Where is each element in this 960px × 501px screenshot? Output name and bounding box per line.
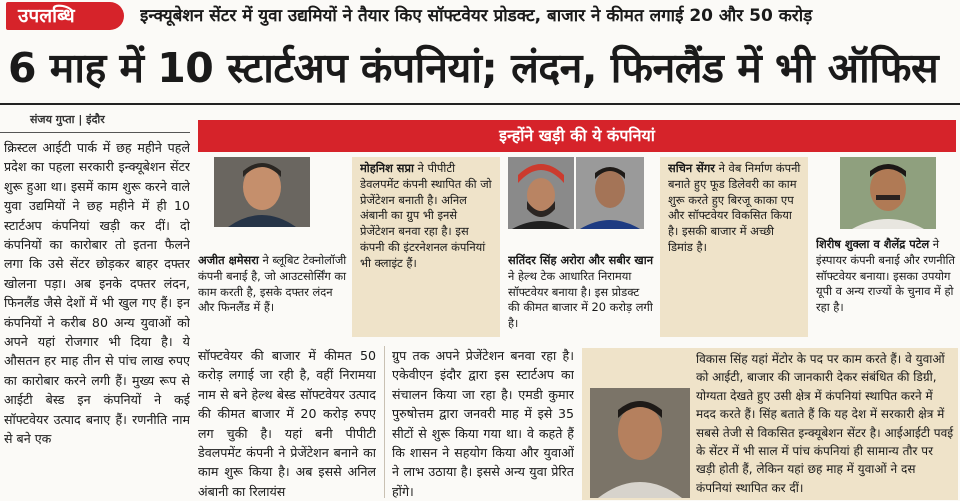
portrait-photo [576,157,644,229]
founder-name: शिरीष शुक्ला व शैलेंद्र पटेल [816,237,930,251]
companies-box-title: इन्होंने खड़ी की ये कंपनियां [198,120,956,152]
portrait-photo-svg [508,157,574,229]
column-divider [384,346,385,498]
portrait-photo-svg [576,157,644,229]
article-column-2: सॉफ्टवेयर की बाजार में कीमत 50 करोड़ लगाई जा रही है, वहीं निरामया नाम से बने हेल्थ बेस्ड सॉफ्टवेयर उत्पाद की कीमत बाजार में 20 करोड़ रुपए लग चुकी है। यहां बनी पीपीटी डेवलपमेंट कंपनी ने प्रेजेंटेशन बनाने का काम शुरू किया है। अब इससे अनिल अंबानी का रिलायंस [198,348,376,499]
company-card-4 [660,157,808,337]
company-description: ने इंस्पायर कंपनी बनाई और रणनीति सॉफ्टवेयर बनाया। इसका उपयोग यूपी व अन्य राज्यों के चुनाव में हो रहा है। [816,237,955,315]
kicker-text: इन्क्यूबेशन सेंटर में युवा उद्यमियों ने तैयार किए सॉफ्टवेयर प्रोडक्ट, बाजार ने कीमत लगाई 20 और 50 करोड़ [140,6,813,26]
headline: 6 माह में 10 स्टार्टअप कंपनियां; लंदन, फिनलैंड में भी ऑफिस [8,44,939,92]
mentor-box [582,348,958,500]
photo-float-spacer [592,388,696,496]
founder-name: मोहनिश सप्रा [360,161,414,175]
company-description: ने वेब निर्माण कंपनी बनाते हुए फूड डिलेवरी का काम शुरू करते हुए बिरजू काका एप और सॉफ्टवेयर विकसित किया है। इसकी बाजार में अच्छी डिमांड है। [668,161,801,254]
portrait-photo-svg [840,157,936,229]
article-column-3: ग्रुप तक अपने प्रेजेंटेशन बनवा रहा है। एकेवीएन इंदौर द्वारा इस स्टार्टअप का संचालन किया जा रहा है। एमडी कुमार पुरुषोत्तम द्वारा जनवरी माह में इसे 35 सीटों से शुरू किया गया था। वे कहते हैं कि शासन ने सहयोग किया और युवाओं ने लाभ उठाया है। इससे अन्य युवा प्रेरित होंगे। [392,348,574,499]
company-caption [816,237,958,337]
portrait-photo-svg [214,157,310,227]
byline-rule [0,132,190,133]
portrait-photo [840,157,936,229]
byline: संजय गुप्ता | इंदौर [30,113,105,126]
company-description: ने हेल्थ टेक आधारित निरामया सॉफ्टवेयर बनाया है। इस प्रोडक्ट की कीमत बाजार में 20 करोड़ लगी है। [508,268,653,331]
mentor-quote [592,350,954,498]
company-caption [198,253,348,337]
headline-rule [0,103,960,105]
founder-name: अजीत क्षमेसरा [198,253,259,267]
company-card-5 [814,157,958,337]
company-caption [360,161,494,335]
company-description: ने पीपीटी डेवलपमेंट कंपनी स्थापित की जो प्रेजेंटेशन बनाती है। अनिल अंबानी का ग्रुप भी इनसे प्रेजेंटेशन बनवा रहा है। इस कंपनी की इंटरनेशनल कंपनियां भी क्लाइंट हैं। [360,161,492,270]
mentor-quote-text: विकास सिंह यहां मेंटोर के पद पर काम करते हैं। वे युवाओं को आईटी, बाजार की जानकारी देकर संबंधित की डिग्री, योग्यता देखते हुए उसी क्षेत्र में कंपनियां स्थापित करने में मदद करते हैं। सिंह बताते हैं कि यह देश में सरकारी क्षेत्र में सबसे तेजी से विकसित इन्क्यूबेशन सेंटर है। आईआईटी पवई के सेंटर में भी साल में पांच कंपनियां ही सामान्य तौर पर खड़ी होती हैं, लेकिन यहां छह माह में युवाओं ने दस कंपनियां स्थापित कर दीं। [696,352,954,495]
company-card-2 [352,157,500,337]
company-card-3 [506,157,654,337]
company-card-1 [198,157,348,337]
founder-name: सचिन सेंगर [668,161,715,175]
article-column-main: क्रिस्टल आईटी पार्क में छह महीने पहले प्रदेश का पहला सरकारी इन्क्यूबेशन सेंटर शुरू हुआ था। इसमें काम शुरू करने वाले युवा उद्यमियों ने छह महीने में ही 10 स्टार्टअप कंपनियां खड़ी कर दीं। दो कंपनियों का कारोबार तो इतना फैलने लगा कि उसे सेंटर छोड़कर बाहर दफ्तर खोलना पड़ा। अब इनके दफ्तर लंदन, फिनलैंड जैसे देशों में भी खुल गए हैं। इन कंपनियों ने करीब 80 अन्य युवाओं को अपने यहां रोजगार भी दिया है। ये औसतन हर माह तीन से पांच लाख रुपए का कारोबार करने लगी हैं। मुख्य रूप से आईटी बेस्ड इन कंपनियों ने कई सॉफ्टवेयर उत्पाद बनाए हैं। रणनीति नाम से बने एक [4,140,190,447]
kicker-strip [0,0,960,34]
founder-name: सतिंदर सिंह अरोरा और सबीर खान [508,253,654,267]
company-caption [668,161,802,335]
kicker-tag: उपलब्धि [6,2,124,30]
company-description: ने ब्लूबिट टेक्नोलॉजी कंपनी बनाई है, जो आउटसोर्सिंग का काम करती है, इसके दफ्तर लंदन और फिनलैंड में हैं। [198,253,347,315]
company-caption [508,253,654,337]
portrait-photo [214,157,310,227]
portrait-photo [508,157,574,229]
